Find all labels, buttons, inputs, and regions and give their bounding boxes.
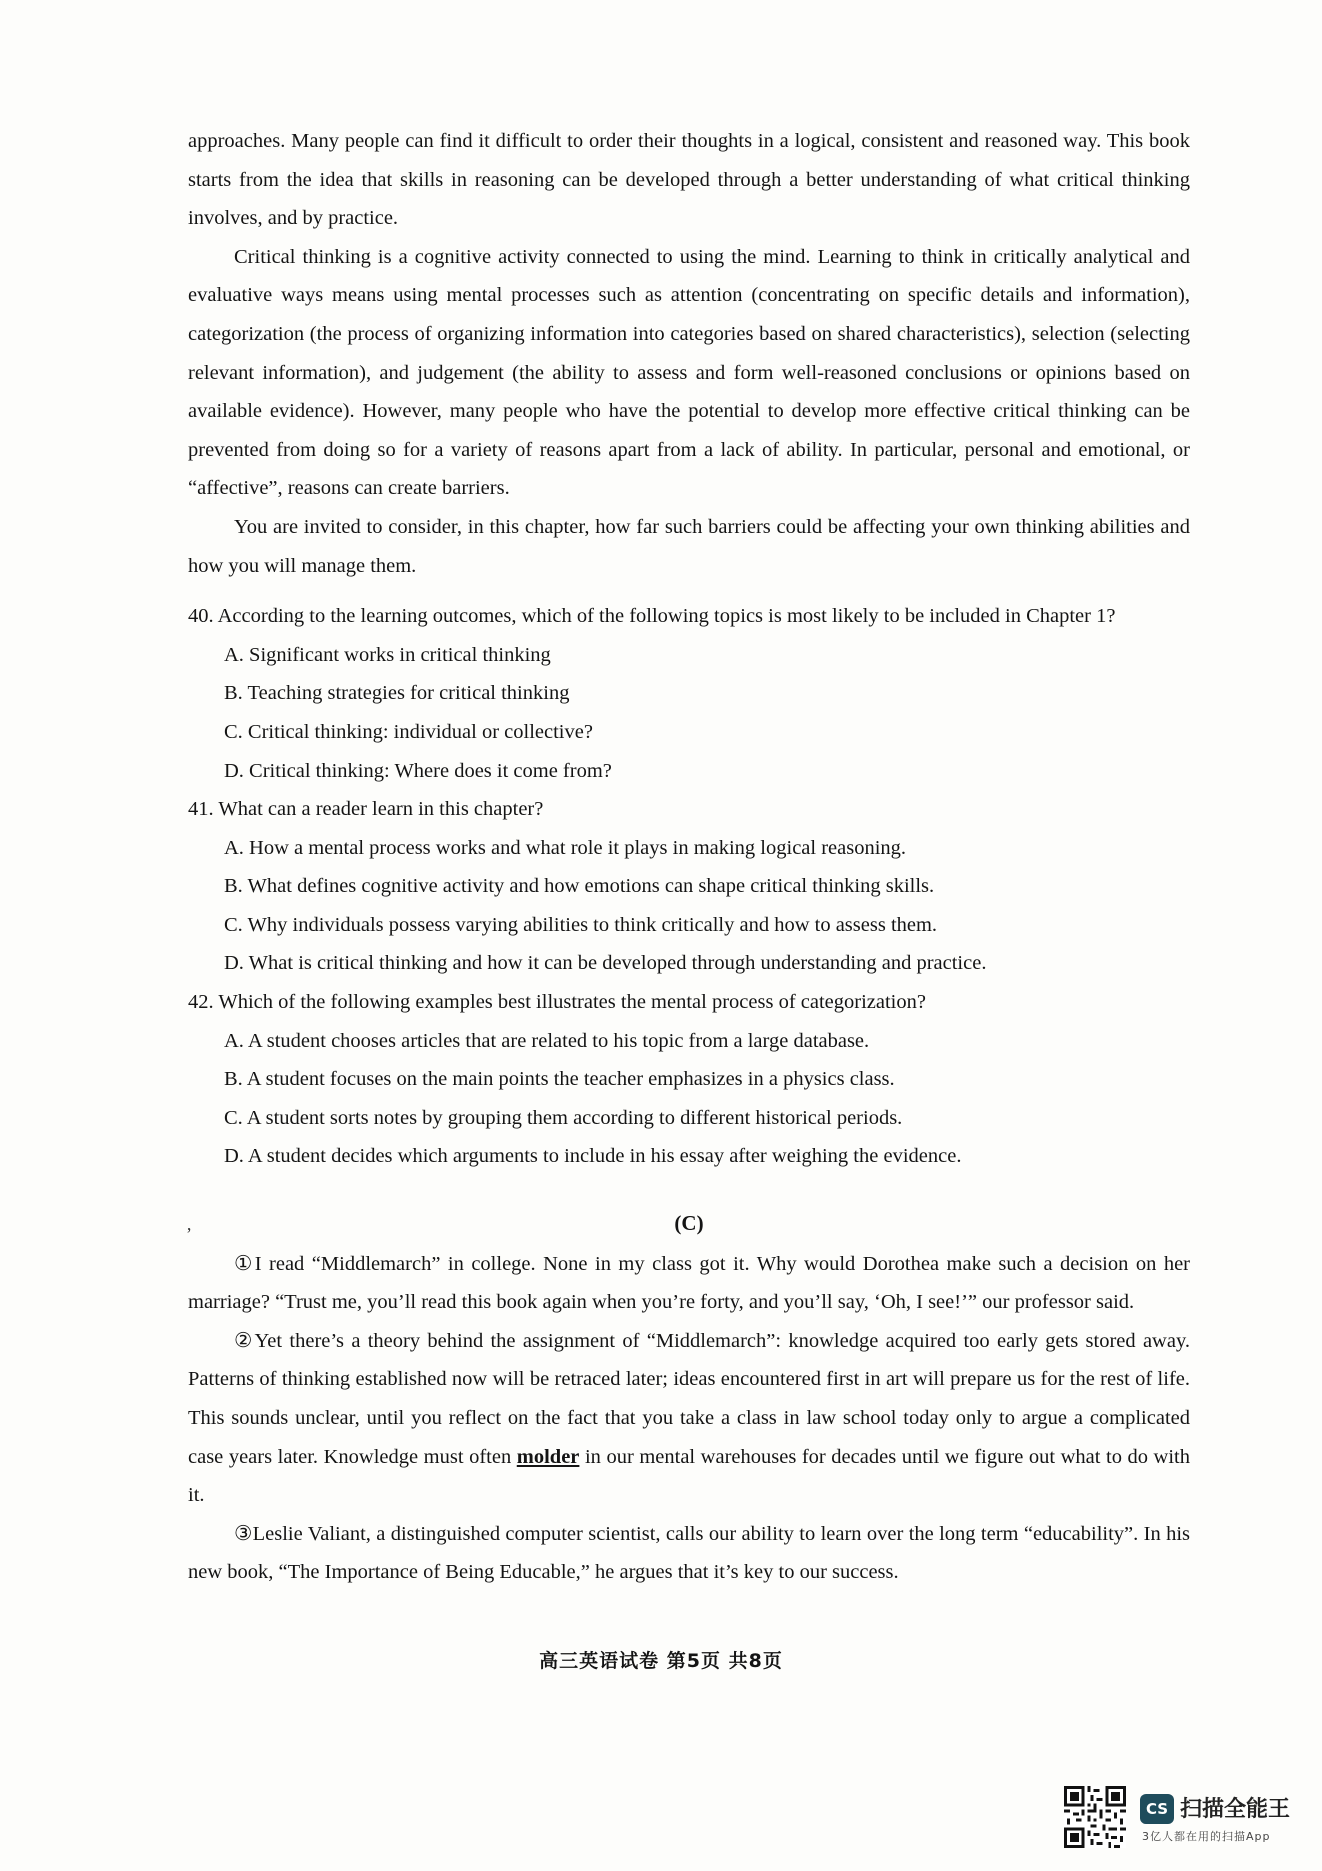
section-c-title: (C) (674, 1211, 704, 1236)
section-c-paragraph-2 (188, 1322, 1190, 1515)
question-42-option-a: A. A student chooses articles that are related to his topic from a large database. (224, 1029, 870, 1052)
section-c-paragraph-3: ③Leslie Valiant, a distinguished computer scientist, calls our ability to learn over the long term “educability”. In his new book, “The Importance of Being Educable,” he argues that it’s key to our success. (188, 1522, 1190, 1584)
question-41-option-d: D. What is critical thinking and how it can be developed through understanding and practice. (224, 952, 987, 975)
section-c-paragraph-2-start: ②Yet there’s a theory behind the assignment of “Middlemarch”: knowledge acquired too early gets stored away. Patterns of thinking established now will be retraced later; ideas encountered first in art will prepare us for the rest of life. This sounds unclear, until you reflect on the fact that you take a class in law school today only to argue a complicated case years later. Knowledge must often (188, 1329, 1190, 1468)
question-41-stem: 41. What can a reader learn in this chapter? (188, 798, 544, 821)
passage-b-paragraph-1: approaches. Many people can find it difficult to order their thoughts in a logical, consistent and reasoned way. This book starts from the idea that skills in reasoning can be developed through a better understanding of what critical thinking involves, and by practice. (188, 130, 1190, 230)
scanner-tagline: 3亿人都在用的扫描App (1142, 1830, 1271, 1843)
scanner-watermark (1064, 1786, 1314, 1852)
question-40-option-a: A. Significant works in critical thinking (224, 643, 551, 666)
question-block (188, 597, 1190, 1176)
question-42-option-b: B. A student focuses on the main points the teacher emphasizes in a physics class. (224, 1068, 895, 1091)
passage-b-paragraph-3: You are invited to consider, in this chapter, how far such barriers could be affecting your own thinking abilities and how you will manage them. (188, 515, 1190, 577)
question-40-stem: 40. According to the learning outcomes, which of the following topics is most likely to be included in Chapter 1? (188, 605, 1116, 628)
question-41-option-a: A. How a mental process works and what role it plays in making logical reasoning. (224, 836, 907, 859)
camscanner-logo: CS (1140, 1794, 1174, 1824)
question-41-option-b: B. What defines cognitive activity and how emotions can shape critical thinking skills. (224, 875, 935, 898)
question-42-stem: 42. Which of the following examples best illustrates the mental process of categorization? (188, 991, 926, 1014)
question-41-option-c: C. Why individuals possess varying abilities to think critically and how to assess them. (224, 913, 938, 936)
section-c-paragraph-1: ①I read “Middlemarch” in college. None in my class got it. Why would Dorothea make such a decision on her marriage? “Trust me, you’ll read this book again when you’re forty, and you’ll say, ‘Oh, I see!’” our professor said. (188, 1252, 1190, 1314)
stray-mark: ʼ (186, 1224, 192, 1244)
question-40-option-d: D. Critical thinking: Where does it come from? (224, 759, 612, 782)
question-40-option-b: B. Teaching strategies for critical thinking (224, 682, 570, 705)
question-42-option-d: D. A student decides which arguments to include in his essay after weighing the evidence. (224, 1145, 962, 1168)
page-footer: 高三英语试卷 第5页 共8页 (539, 1650, 783, 1672)
question-40-option-c: C. Critical thinking: individual or collective? (224, 720, 593, 743)
scanner-brand-name: 扫描全能王 (1180, 1797, 1291, 1822)
section-c-paragraph-2-end: in our mental warehouses for decades until we figure out what to do with it. (188, 1445, 1190, 1507)
qr-code-icon (1064, 1786, 1126, 1848)
page-content (188, 122, 1190, 1592)
vocabulary-keyword: molder (516, 1445, 580, 1468)
passage-b-paragraph-2: Critical thinking is a cognitive activity connected to using the mind. Learning to think in critically analytical and evaluative ways means using mental processes such as attention (concentrating on specific details and information), categorization (the process of organizing information into categories based on shared characteristics), selection (selecting relevant information), and judgement (the ability to assess and form well-reasoned conclusions or opinions based on available evidence). However, many people who have the potential to develop more effective critical thinking can be prevented from doing so for a variety of reasons apart from a lack of ability. In particular, personal and emotional, or “affective”, reasons can create barriers. (188, 245, 1190, 500)
question-42-option-c: C. A student sorts notes by grouping them according to different historical periods. (224, 1106, 903, 1129)
